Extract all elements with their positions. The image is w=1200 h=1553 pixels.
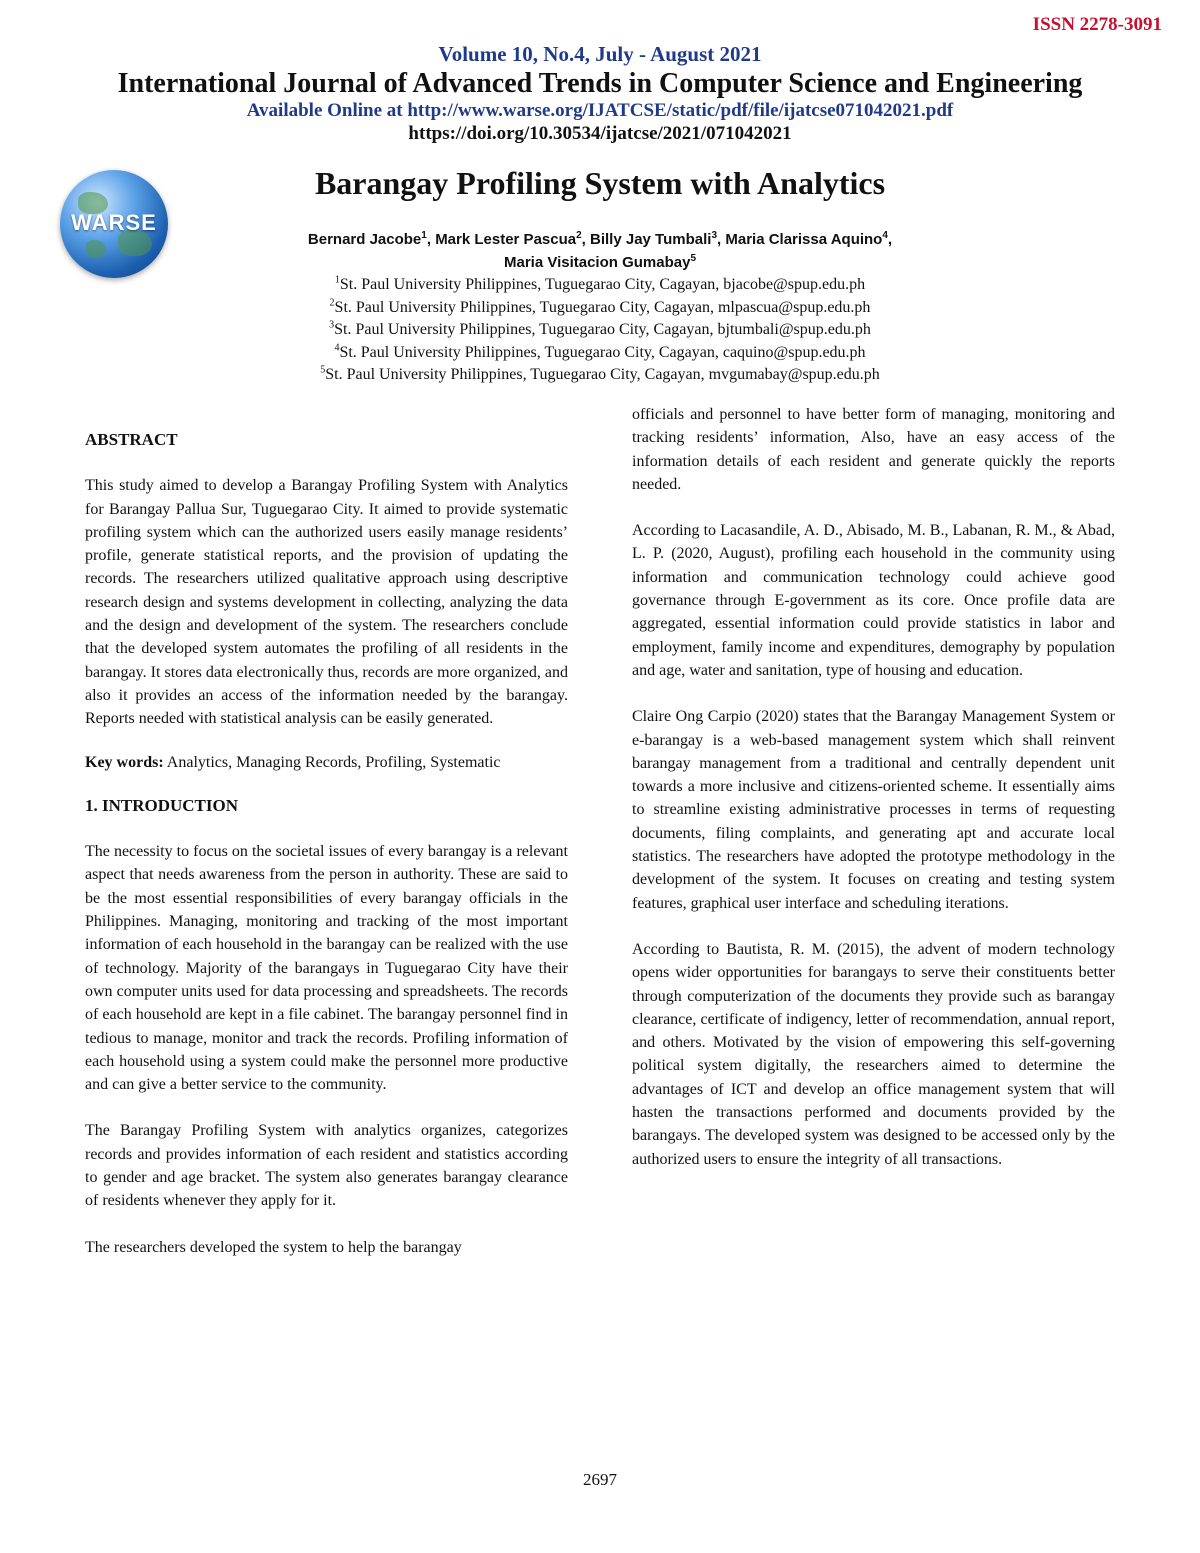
author-name: Billy Jay Tumbali bbox=[590, 231, 712, 248]
introduction-heading: 1. INTRODUCTION bbox=[85, 795, 239, 815]
keywords: Key words: Analytics, Managing Records, Profiling, Systematic bbox=[85, 753, 501, 771]
author-name: Maria Visitacion Gumabay bbox=[503, 254, 691, 271]
left-column bbox=[85, 428, 568, 1259]
right-column bbox=[632, 403, 1115, 1171]
author-name: Mark Lester Pascua bbox=[435, 231, 577, 248]
journal-title: International Journal of Advanced Trends in Computer Science and Engineering bbox=[117, 68, 1083, 99]
affiliation-line: $^3$St. Paul University Philippines, Tuguegarao City, Cagayan, bjtumbali@spup.edu.ph bbox=[329, 319, 871, 338]
affiliation-line: $^2$St. Paul University Philippines, Tuguegarao City, Cagayan, mlpascua@spup.edu.ph bbox=[329, 297, 871, 316]
volume-line: Volume 10, No.4, July - August 2021 bbox=[438, 42, 762, 66]
body-paragraph: According to Lacasandile, A. D., Abisado, M. B., Labanan, R. M., & Abad, L. P. (2020, August), profiling each household in the community using information and communication technology could achieve good governance through E-government as its core. Once profile data are aggregated, essential information could provide statistics in labor and employment, family income and expenditures, demography by population and age, water and sanitation, type of housing and education. bbox=[632, 522, 1115, 679]
abstract-text: This study aimed to develop a Barangay Profiling System with Analytics for Barangay Pallua Sur, Tuguegarao City. It aimed to provide systematic profiling system which can the authorized users easily manage residents’ profile, generate statistical reports, and the provision of updating the records. The researchers utilized qualitative approach using descriptive research design and systems development in collecting, analyzing the data and the design and development of the system. The researchers conclude that the developed system automates the profiling of all residents in the barangay. It stores data electronically thus, records are more organized, and also it provides an access of the information needed by the barangay. Reports needed with statistical analysis can be easily generated. bbox=[85, 477, 568, 728]
body-paragraph: According to Bautista, R. M. (2015), the advent of modern technology opens wider opportunities for barangays to serve their constituents better through computerization of the documents they provide such as barangay clearance, certificate of indigency, letter of recommendation, annual report, and others. Motivated by the vision of empowering this self-governing political system digitally, the researchers aimed to determine the advantages of ICT and develop an office management system that will hasten the transactions performed and documents provided by the barangays. The developed system was designed to be accessed only by the authorized users to ensure the integrity of all transactions. bbox=[632, 940, 1115, 1168]
body-paragraph: officials and personnel to have better form of managing, monitoring and tracking residents’ information, Also, have an easy access of the information details of each resident and generate quickly the reports needed. bbox=[632, 406, 1115, 493]
logo-text: WARSE bbox=[71, 210, 157, 235]
warse-logo bbox=[60, 170, 168, 278]
author-name: Bernard Jacobe bbox=[307, 231, 422, 248]
body-paragraph: Claire Ong Carpio (2020) states that the Barangay Management System or e-barangay is a web-based management system which shall reinvent barangay management from a traditional and centrally dependent unit towards a more inclusive and citizens-oriented scheme. It essentially aims to streamline existing administrative processes in terms of requesting documents, filing complaints, and generating apt and accurate local statistics. The researchers have adopted the prototype methodology in the development of the system. It focuses on creating and testing system features, graphical user interface and scheduling iterations. bbox=[632, 708, 1115, 912]
author-list: Bernard Jacobe$^1$, Mark Lester Pascua$^2$, Billy Jay Tumbali$^3$, Maria Clarissa Aquino$^4$, Maria Visitacion Gumabay$^5$ bbox=[307, 230, 893, 271]
page-number: 2697 bbox=[583, 1470, 617, 1489]
affiliation-line: $^4$St. Paul University Philippines, Tuguegarao City, Cagayan, caquino@spup.edu.ph bbox=[334, 342, 866, 361]
affiliation-list bbox=[200, 274, 1000, 387]
abstract-heading: ABSTRACT bbox=[85, 430, 178, 449]
intro-paragraph: The researchers developed the system to help the barangay bbox=[85, 1238, 462, 1256]
paper-title: Barangay Profiling System with Analytics bbox=[314, 165, 886, 201]
available-online-link[interactable]: Available Online at http://www.warse.org/IJATCSE/static/pdf/file/ijatcse071042021.pdf bbox=[246, 100, 954, 121]
affiliation-line: $^5$St. Paul University Philippines, Tuguegarao City, Cagayan, mvgumabay@spup.edu.ph bbox=[320, 364, 880, 383]
author-name: Maria Clarissa Aquino bbox=[725, 231, 883, 248]
doi-link[interactable]: https://doi.org/10.30534/ijatcse/2021/071042021 bbox=[408, 123, 792, 144]
issn-label: ISSN 2278-3091 bbox=[1032, 14, 1162, 35]
intro-paragraph: The Barangay Profiling System with analytics organizes, categorizes records and provides information of each resident and statistics according to gender and age bracket. The system also generates barangay clearance of residents whenever they apply for it. bbox=[85, 1122, 568, 1210]
intro-paragraph: The necessity to focus on the societal issues of every barangay is a relevant aspect that needs awareness from the person in authority. These are said to be the most essential responsibilities of every barangay officials in the Philippines. Managing, monitoring and tracking of the most important information of each household in the barangay can be realized with the use of technology. Majority of the barangays in Tuguegarao City have their own computer units used for data processing and spreadsheets. The records of each household are kept in a file cabinet. The barangay personnel find in tedious to manage, monitor and track the records. Profiling information of each household using a system could make the personnel more productive and can give a better service to the community. bbox=[85, 843, 568, 1094]
affiliation-line: $^1$St. Paul University Philippines, Tuguegarao City, Cagayan, bjacobe@spup.edu.ph bbox=[334, 274, 866, 293]
